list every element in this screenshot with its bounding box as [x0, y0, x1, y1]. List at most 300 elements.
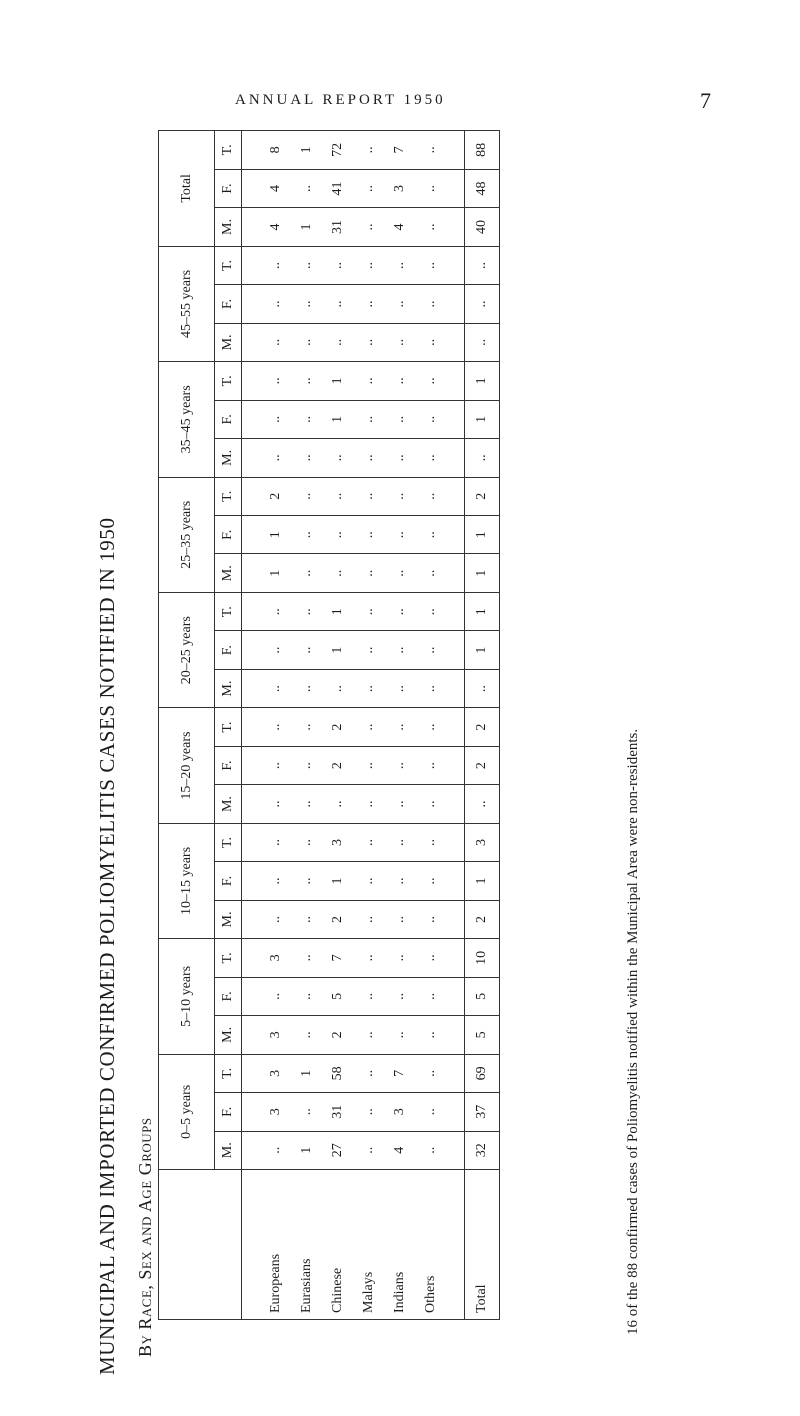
spacer-cell: [242, 208, 261, 246]
spacer-cell: [242, 246, 261, 284]
sex-header: F.: [215, 285, 242, 323]
row-label: Chinese: [322, 1170, 353, 1320]
table-cell: 2: [260, 477, 291, 515]
age-group-header: 25–35 years: [159, 477, 215, 592]
spacer-cell: [446, 208, 465, 246]
table-cell: ..: [353, 939, 384, 977]
table-cell: ..: [291, 592, 322, 630]
table-cell: ..: [291, 785, 322, 823]
table-cell: ..: [353, 900, 384, 938]
table-cell: ..: [291, 516, 322, 554]
spacer-cell: [446, 554, 465, 592]
table-cell: ..: [322, 516, 353, 554]
table-cell: ..: [415, 939, 446, 977]
spacer-cell: [242, 631, 261, 669]
table-cell: 88: [465, 131, 500, 170]
sex-header: M.: [215, 669, 242, 707]
table-cell: 37: [465, 1093, 500, 1131]
table-cell: ..: [353, 1054, 384, 1092]
table-cell: ..: [415, 208, 446, 246]
age-group-header: 45–55 years: [159, 246, 215, 361]
table-cell: ..: [260, 439, 291, 477]
table-cell: ..: [353, 516, 384, 554]
table-cell: 3: [260, 1016, 291, 1054]
table-cell: ..: [353, 285, 384, 323]
table-cell: ..: [415, 823, 446, 861]
table-cell: ..: [260, 900, 291, 938]
table-cell: ..: [322, 477, 353, 515]
table-cell: 1: [291, 131, 322, 170]
sex-header: M.: [215, 1131, 242, 1169]
row-label: Indians: [384, 1170, 415, 1320]
table-row: [415, 131, 446, 1320]
table-cell: ..: [291, 169, 322, 207]
table-cell: ..: [384, 746, 415, 784]
age-group-header: 20–25 years: [159, 592, 215, 707]
table-cell: ..: [465, 785, 500, 823]
table-cell: ..: [291, 400, 322, 438]
table-cell: ..: [291, 246, 322, 284]
sex-header: F.: [215, 516, 242, 554]
spacer-cell: [446, 131, 465, 170]
table-cell: ..: [322, 554, 353, 592]
table-cell: ..: [384, 823, 415, 861]
table-cell: ..: [291, 285, 322, 323]
table-cell: 1: [465, 362, 500, 400]
table-cell: 2: [465, 477, 500, 515]
table-cell: 4: [384, 1131, 415, 1169]
table-cell: 1: [465, 516, 500, 554]
sex-header: F.: [215, 746, 242, 784]
table-cell: ..: [353, 823, 384, 861]
spacer-cell: [242, 400, 261, 438]
table-cell: ..: [291, 631, 322, 669]
spacer-cell: [242, 785, 261, 823]
sex-header-row: [215, 131, 242, 1320]
spacer-cell: [446, 323, 465, 361]
sex-header: M.: [215, 439, 242, 477]
table-cell: ..: [353, 592, 384, 630]
table-cell: ..: [415, 516, 446, 554]
table-cell: ..: [415, 400, 446, 438]
running-title: ANNUAL REPORT 1950: [235, 92, 446, 108]
spacer-cell: [242, 362, 261, 400]
table-row: [353, 131, 384, 1320]
spacer-cell: [242, 1054, 261, 1092]
total-row: [465, 131, 500, 1320]
table-cell: ..: [415, 477, 446, 515]
row-label: Malays: [353, 1170, 384, 1320]
table-cell: 1: [322, 592, 353, 630]
spacer-cell: [242, 900, 261, 938]
spacer-cell: [242, 285, 261, 323]
table-cell: ..: [260, 669, 291, 707]
table-cell: ..: [415, 246, 446, 284]
table-cell: ..: [415, 862, 446, 900]
sex-header: T.: [215, 823, 242, 861]
table-cell: ..: [415, 592, 446, 630]
spacer-cell: [242, 746, 261, 784]
table-cell: ..: [260, 285, 291, 323]
table-cell: ..: [384, 708, 415, 746]
sex-header: F.: [215, 400, 242, 438]
table-cell: ..: [353, 246, 384, 284]
spacer-cell: [242, 708, 261, 746]
spacer-row: [446, 131, 465, 1320]
table-cell: ..: [415, 1054, 446, 1092]
table-cell: 40: [465, 208, 500, 246]
table-cell: ..: [291, 939, 322, 977]
table-cell: ..: [291, 862, 322, 900]
table-cell: ..: [384, 669, 415, 707]
table-cell: ..: [291, 669, 322, 707]
spacer-cell: [242, 1170, 261, 1320]
row-label: Europeans: [260, 1170, 291, 1320]
spacer-cell: [446, 516, 465, 554]
page-header: [0, 88, 800, 122]
row-label: Total: [465, 1170, 500, 1320]
table-cell: 1: [291, 208, 322, 246]
spacer-cell: [242, 439, 261, 477]
table-cell: 3: [260, 1054, 291, 1092]
table-cell: 31: [322, 1093, 353, 1131]
table-cell: ..: [384, 592, 415, 630]
table-cell: ..: [353, 400, 384, 438]
sex-header: F.: [215, 862, 242, 900]
table-cell: 1: [465, 554, 500, 592]
age-group-header: 0–5 years: [159, 1054, 215, 1169]
table-cell: ..: [384, 246, 415, 284]
spacer-cell: [242, 323, 261, 361]
sex-header: T.: [215, 362, 242, 400]
table-cell: 7: [384, 1054, 415, 1092]
spacer-cell: [242, 1131, 261, 1169]
table-cell: ..: [384, 939, 415, 977]
table-cell: ..: [384, 477, 415, 515]
table-cell: ..: [322, 246, 353, 284]
table-cell: ..: [465, 246, 500, 284]
table-cell: ..: [291, 362, 322, 400]
table-cell: 4: [384, 208, 415, 246]
table-cell: ..: [291, 900, 322, 938]
table-cell: 48: [465, 169, 500, 207]
sex-header: T.: [215, 246, 242, 284]
table-cell: ..: [260, 823, 291, 861]
spacer-cell: [242, 823, 261, 861]
table-cell: 7: [384, 131, 415, 170]
table-cell: ..: [322, 439, 353, 477]
spacer-cell: [446, 592, 465, 630]
spacer-cell: [242, 1016, 261, 1054]
table-cell: ..: [353, 862, 384, 900]
table-cell: 41: [322, 169, 353, 207]
sex-header: M.: [215, 323, 242, 361]
sex-header: M.: [215, 208, 242, 246]
table-row: [260, 131, 291, 1320]
table-cell: ..: [291, 708, 322, 746]
table-cell: 1: [291, 1054, 322, 1092]
spacer-cell: [446, 477, 465, 515]
table-cell: ..: [291, 823, 322, 861]
spacer-cell: [446, 977, 465, 1015]
table-cell: ..: [384, 862, 415, 900]
table-cell: 5: [322, 977, 353, 1015]
spacer-cell: [446, 746, 465, 784]
table-cell: ..: [415, 439, 446, 477]
table-cell: ..: [260, 400, 291, 438]
sex-header: M.: [215, 785, 242, 823]
table-cell: ..: [415, 785, 446, 823]
table-cell: ..: [465, 439, 500, 477]
spacer-cell: [242, 939, 261, 977]
poliomyelitis-table: [158, 130, 500, 1320]
table-cell: ..: [353, 746, 384, 784]
sex-header: T.: [215, 477, 242, 515]
table-cell: ..: [291, 477, 322, 515]
table-cell: ..: [415, 285, 446, 323]
table-cell: ..: [415, 900, 446, 938]
table-title: MUNICIPAL AND IMPORTED CONFIRMED POLIOMYELITIS CASES NOTIFIED IN 1950: [95, 517, 119, 1375]
spacer-cell: [446, 400, 465, 438]
sex-header: M.: [215, 900, 242, 938]
row-label: Eurasians: [291, 1170, 322, 1320]
table-cell: 7: [322, 939, 353, 977]
table-row: [322, 131, 353, 1320]
table-cell: ..: [291, 439, 322, 477]
spacer-cell: [446, 169, 465, 207]
table-cell: 1: [465, 862, 500, 900]
table-cell: ..: [384, 362, 415, 400]
table-cell: 1: [260, 516, 291, 554]
age-group-header: 5–10 years: [159, 939, 215, 1054]
table-cell: ..: [384, 400, 415, 438]
sex-header: T.: [215, 1054, 242, 1092]
spacer-row: [242, 131, 261, 1320]
table-cell: ..: [415, 169, 446, 207]
table-cell: ..: [415, 1093, 446, 1131]
table-cell: 1: [322, 400, 353, 438]
table-cell: 5: [465, 977, 500, 1015]
table-cell: 72: [322, 131, 353, 170]
table-cell: 2: [322, 900, 353, 938]
age-group-header-row: [159, 131, 215, 1320]
table-cell: ..: [384, 439, 415, 477]
table-cell: 1: [465, 631, 500, 669]
table-cell: ..: [384, 285, 415, 323]
table-cell: 1: [465, 400, 500, 438]
table-cell: ..: [384, 631, 415, 669]
sex-header: M.: [215, 1016, 242, 1054]
table-cell: 2: [322, 1016, 353, 1054]
table-cell: ..: [353, 708, 384, 746]
table-cell: 58: [322, 1054, 353, 1092]
spacer-cell: [242, 592, 261, 630]
table-row: [384, 131, 415, 1320]
sex-header: M.: [215, 554, 242, 592]
table-cell: ..: [353, 208, 384, 246]
table-cell: ..: [465, 285, 500, 323]
spacer-cell: [446, 362, 465, 400]
spacer-cell: [242, 131, 261, 170]
table-cell: 27: [322, 1131, 353, 1169]
sex-header: T.: [215, 131, 242, 170]
table-row: [291, 131, 322, 1320]
table-cell: 32: [465, 1131, 500, 1169]
table-cell: 3: [384, 1093, 415, 1131]
sex-header: T.: [215, 592, 242, 630]
table-cell: 1: [322, 862, 353, 900]
table-cell: ..: [415, 977, 446, 1015]
table-cell: ..: [384, 785, 415, 823]
table-cell: ..: [353, 131, 384, 170]
spacer-cell: [242, 669, 261, 707]
table-cell: 4: [260, 208, 291, 246]
age-group-header: 10–15 years: [159, 823, 215, 938]
table-cell: ..: [415, 746, 446, 784]
spacer-cell: [242, 1093, 261, 1131]
table-cell: ..: [415, 362, 446, 400]
table-cell: ..: [291, 323, 322, 361]
table-cell: ..: [322, 323, 353, 361]
spacer-cell: [446, 285, 465, 323]
table-cell: 2: [465, 708, 500, 746]
table-cell: 8: [260, 131, 291, 170]
table-cell: ..: [260, 592, 291, 630]
table-cell: ..: [415, 323, 446, 361]
table-cell: ..: [260, 1131, 291, 1169]
sex-header: T.: [215, 708, 242, 746]
table-cell: ..: [291, 977, 322, 1015]
spacer-cell: [446, 1016, 465, 1054]
spacer-cell: [242, 516, 261, 554]
table-cell: 1: [322, 631, 353, 669]
spacer-cell: [446, 785, 465, 823]
table-cell: 3: [322, 823, 353, 861]
spacer-cell: [242, 554, 261, 592]
table-cell: 31: [322, 208, 353, 246]
table-cell: ..: [291, 554, 322, 592]
table-cell: 69: [465, 1054, 500, 1092]
table-cell: ..: [415, 631, 446, 669]
spacer-cell: [446, 1131, 465, 1169]
table-body: [242, 131, 500, 1320]
table-cell: ..: [260, 977, 291, 1015]
spacer-cell: [446, 1170, 465, 1320]
table-cell: ..: [384, 516, 415, 554]
table-cell: 10: [465, 939, 500, 977]
age-group-header: 35–45 years: [159, 362, 215, 477]
table-cell: ..: [415, 708, 446, 746]
table-cell: ..: [353, 977, 384, 1015]
row-label: Others: [415, 1170, 446, 1320]
table-cell: 2: [465, 900, 500, 938]
table-cell: 1: [260, 554, 291, 592]
table-cell: 4: [260, 169, 291, 207]
table-cell: 5: [465, 1016, 500, 1054]
spacer-cell: [446, 862, 465, 900]
sex-header: F.: [215, 169, 242, 207]
table-cell: ..: [260, 246, 291, 284]
table-cell: ..: [353, 477, 384, 515]
table-cell: ..: [353, 669, 384, 707]
spacer-cell: [446, 1054, 465, 1092]
table-cell: 3: [384, 169, 415, 207]
table-cell: 3: [465, 823, 500, 861]
sex-header: F.: [215, 977, 242, 1015]
table-cell: ..: [415, 669, 446, 707]
page-number: 7: [700, 88, 711, 113]
spacer-cell: [242, 862, 261, 900]
table-cell: ..: [415, 1016, 446, 1054]
table-cell: ..: [353, 554, 384, 592]
spacer-cell: [446, 631, 465, 669]
spacer-cell: [446, 939, 465, 977]
table-cell: ..: [260, 708, 291, 746]
table-cell: ..: [353, 1131, 384, 1169]
table-cell: ..: [353, 362, 384, 400]
table-cell: 2: [322, 708, 353, 746]
spacer-cell: [446, 708, 465, 746]
table-cell: 2: [465, 746, 500, 784]
sex-header: T.: [215, 939, 242, 977]
table-cell: ..: [260, 862, 291, 900]
table-subtitle: By Race, Sex and Age Groups: [135, 1117, 155, 1357]
table-cell: ..: [260, 631, 291, 669]
table-cell: ..: [384, 977, 415, 1015]
sex-header: F.: [215, 631, 242, 669]
table-cell: 1: [465, 592, 500, 630]
table-cell: ..: [322, 285, 353, 323]
table-cell: ..: [465, 323, 500, 361]
table-cell: ..: [291, 1093, 322, 1131]
table-cell: 2: [322, 746, 353, 784]
spacer-cell: [446, 823, 465, 861]
table-cell: ..: [465, 669, 500, 707]
age-group-header: 15–20 years: [159, 708, 215, 823]
spacer-cell: [446, 246, 465, 284]
table-cell: ..: [384, 554, 415, 592]
table-cell: ..: [260, 785, 291, 823]
table-cell: ..: [384, 900, 415, 938]
spacer-cell: [242, 169, 261, 207]
table-cell: 3: [260, 939, 291, 977]
table-cell: 3: [260, 1093, 291, 1131]
table-cell: ..: [260, 746, 291, 784]
age-group-header: Total: [159, 131, 215, 247]
spacer-cell: [446, 900, 465, 938]
footnote: 16 of the 88 confirmed cases of Poliomyelitis notified within the Municipal Area were non-residents.: [625, 728, 641, 1335]
table-cell: ..: [353, 1093, 384, 1131]
table-cell: 1: [322, 362, 353, 400]
race-column-header: [159, 1170, 242, 1320]
table-cell: ..: [353, 439, 384, 477]
table-cell: ..: [415, 1131, 446, 1169]
table-cell: 1: [291, 1131, 322, 1169]
table-cell: ..: [384, 1016, 415, 1054]
rotated-page-content: [95, 125, 655, 1375]
table-cell: ..: [322, 669, 353, 707]
table-cell: ..: [260, 323, 291, 361]
table-cell: ..: [353, 1016, 384, 1054]
table-cell: ..: [260, 362, 291, 400]
spacer-cell: [446, 669, 465, 707]
spacer-cell: [446, 439, 465, 477]
table-cell: ..: [415, 131, 446, 170]
spacer-cell: [446, 1093, 465, 1131]
table-cell: ..: [291, 746, 322, 784]
table-cell: ..: [415, 554, 446, 592]
table-cell: ..: [353, 169, 384, 207]
